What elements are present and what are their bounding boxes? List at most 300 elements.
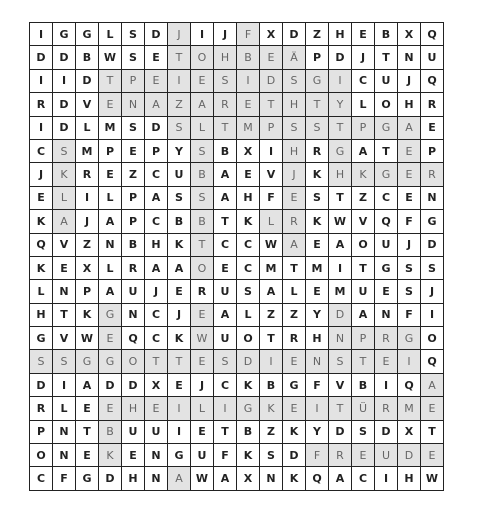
grid-cell[interactable]: K [76,303,99,326]
grid-cell[interactable]: X [260,23,283,46]
grid-cell[interactable]: K [30,256,53,279]
grid-cell[interactable]: I [237,69,260,92]
grid-cell[interactable]: E [191,303,214,326]
grid-cell[interactable]: Q [421,69,444,92]
grid-cell[interactable]: E [260,46,283,69]
grid-cell[interactable]: T [145,350,168,373]
grid-cell[interactable]: O [122,350,145,373]
grid-cell[interactable]: J [191,373,214,396]
grid-cell[interactable]: I [30,23,53,46]
grid-cell[interactable]: J [76,210,99,233]
grid-cell[interactable]: K [99,444,122,467]
grid-cell[interactable]: Q [122,327,145,350]
grid-cell[interactable]: M [237,116,260,139]
grid-cell[interactable]: I [191,23,214,46]
grid-cell[interactable]: D [122,373,145,396]
grid-cell[interactable]: T [214,116,237,139]
grid-cell[interactable]: L [53,397,76,420]
grid-cell[interactable]: F [260,186,283,209]
grid-cell[interactable]: E [375,350,398,373]
grid-cell[interactable]: E [191,69,214,92]
grid-cell[interactable]: D [283,23,306,46]
grid-cell[interactable]: N [53,444,76,467]
grid-cell[interactable]: T [329,186,352,209]
grid-cell[interactable]: A [99,210,122,233]
grid-cell[interactable]: S [53,350,76,373]
grid-cell[interactable]: G [76,23,99,46]
grid-cell[interactable]: G [237,397,260,420]
grid-cell[interactable]: G [283,373,306,396]
grid-cell[interactable]: U [214,327,237,350]
grid-cell[interactable]: O [421,327,444,350]
grid-cell[interactable]: T [375,139,398,162]
grid-cell[interactable]: Z [76,233,99,256]
grid-cell[interactable]: K [168,327,191,350]
grid-cell[interactable]: D [145,23,168,46]
grid-cell[interactable]: X [145,373,168,396]
grid-cell[interactable]: D [329,303,352,326]
grid-cell[interactable]: A [145,93,168,116]
grid-cell[interactable]: P [122,210,145,233]
grid-cell[interactable]: O [237,327,260,350]
grid-cell[interactable]: Q [375,210,398,233]
grid-cell[interactable]: T [329,116,352,139]
grid-cell[interactable]: S [237,280,260,303]
grid-cell[interactable]: P [260,116,283,139]
grid-cell[interactable]: S [260,444,283,467]
grid-cell[interactable]: J [30,163,53,186]
grid-cell[interactable]: R [122,256,145,279]
grid-cell[interactable]: D [30,373,53,396]
grid-cell[interactable]: A [329,233,352,256]
grid-cell[interactable]: L [260,210,283,233]
grid-cell[interactable]: L [53,186,76,209]
grid-cell[interactable]: O [352,233,375,256]
grid-cell[interactable]: T [421,420,444,443]
grid-cell[interactable]: E [283,397,306,420]
grid-cell[interactable]: L [283,280,306,303]
grid-cell[interactable]: H [329,163,352,186]
grid-cell[interactable]: G [329,139,352,162]
grid-cell[interactable]: M [329,280,352,303]
grid-cell[interactable]: H [306,327,329,350]
grid-cell[interactable]: K [237,444,260,467]
grid-cell[interactable]: D [53,93,76,116]
grid-cell[interactable]: S [168,186,191,209]
grid-cell[interactable]: E [122,139,145,162]
grid-cell[interactable]: E [306,280,329,303]
grid-cell[interactable]: B [375,23,398,46]
grid-cell[interactable]: C [237,233,260,256]
grid-cell[interactable]: U [168,163,191,186]
grid-cell[interactable]: E [76,397,99,420]
grid-cell[interactable]: I [168,420,191,443]
grid-cell[interactable]: S [306,116,329,139]
grid-cell[interactable]: T [375,46,398,69]
grid-cell[interactable]: H [283,93,306,116]
grid-cell[interactable]: G [168,444,191,467]
grid-cell[interactable]: A [398,116,421,139]
grid-cell[interactable]: N [122,93,145,116]
grid-cell[interactable]: J [145,280,168,303]
grid-cell[interactable]: B [214,139,237,162]
grid-cell[interactable]: E [398,163,421,186]
grid-cell[interactable]: A [260,280,283,303]
grid-cell[interactable]: C [214,373,237,396]
grid-cell[interactable]: Y [306,303,329,326]
grid-cell[interactable]: J [283,163,306,186]
grid-cell[interactable]: B [168,210,191,233]
grid-cell[interactable]: B [352,373,375,396]
grid-cell[interactable]: U [122,420,145,443]
grid-cell[interactable]: D [260,69,283,92]
grid-cell[interactable]: I [375,467,398,490]
grid-cell[interactable]: I [214,397,237,420]
grid-cell[interactable]: V [329,373,352,396]
grid-cell[interactable]: Q [398,373,421,396]
grid-cell[interactable]: E [283,186,306,209]
grid-cell[interactable]: T [329,397,352,420]
grid-cell[interactable]: D [53,46,76,69]
grid-cell[interactable]: B [76,46,99,69]
grid-cell[interactable]: E [30,186,53,209]
grid-cell[interactable]: A [352,139,375,162]
grid-cell[interactable]: S [398,280,421,303]
grid-cell[interactable]: F [237,23,260,46]
grid-cell[interactable]: N [375,303,398,326]
grid-cell[interactable]: S [329,350,352,373]
grid-cell[interactable]: S [283,69,306,92]
grid-cell[interactable]: V [352,210,375,233]
grid-cell[interactable]: H [30,303,53,326]
grid-cell[interactable]: A [168,467,191,490]
grid-cell[interactable]: H [214,46,237,69]
grid-cell[interactable]: N [260,467,283,490]
grid-cell[interactable]: B [191,210,214,233]
grid-cell[interactable]: P [145,139,168,162]
grid-cell[interactable]: D [329,46,352,69]
grid-cell[interactable]: S [306,186,329,209]
grid-cell[interactable]: J [352,46,375,69]
grid-cell[interactable]: G [398,327,421,350]
grid-cell[interactable]: A [53,210,76,233]
grid-cell[interactable]: A [352,303,375,326]
grid-cell[interactable]: E [398,186,421,209]
grid-cell[interactable]: Z [260,420,283,443]
grid-cell[interactable]: E [145,46,168,69]
grid-cell[interactable]: N [145,444,168,467]
grid-cell[interactable]: T [76,420,99,443]
grid-cell[interactable]: X [398,420,421,443]
grid-cell[interactable]: R [306,139,329,162]
grid-cell[interactable]: E [168,280,191,303]
grid-cell[interactable]: C [352,467,375,490]
grid-cell[interactable]: O [191,256,214,279]
grid-cell[interactable]: P [30,420,53,443]
grid-cell[interactable]: U [375,444,398,467]
grid-cell[interactable]: N [122,303,145,326]
grid-cell[interactable]: E [168,373,191,396]
grid-cell[interactable]: K [168,233,191,256]
grid-cell[interactable]: A [421,373,444,396]
grid-cell[interactable]: A [76,373,99,396]
grid-cell[interactable]: M [306,256,329,279]
grid-cell[interactable]: Z [352,186,375,209]
grid-cell[interactable]: R [283,210,306,233]
grid-cell[interactable]: I [398,350,421,373]
grid-cell[interactable]: Z [122,163,145,186]
grid-cell[interactable]: R [421,163,444,186]
grid-cell[interactable]: W [76,327,99,350]
grid-cell[interactable]: J [421,280,444,303]
grid-cell[interactable]: X [237,467,260,490]
grid-cell[interactable]: A [214,303,237,326]
grid-cell[interactable]: L [99,23,122,46]
grid-cell[interactable]: I [30,69,53,92]
grid-cell[interactable]: L [191,397,214,420]
grid-cell[interactable]: G [30,327,53,350]
grid-cell[interactable]: T [214,210,237,233]
grid-cell[interactable]: K [352,163,375,186]
grid-cell[interactable]: D [30,46,53,69]
grid-cell[interactable]: C [375,186,398,209]
grid-cell[interactable]: R [30,397,53,420]
grid-cell[interactable]: N [398,46,421,69]
grid-cell[interactable]: S [421,256,444,279]
grid-cell[interactable]: E [375,280,398,303]
grid-cell[interactable]: C [145,327,168,350]
grid-cell[interactable]: R [375,397,398,420]
grid-cell[interactable]: R [214,93,237,116]
grid-cell[interactable]: H [145,233,168,256]
grid-cell[interactable]: I [329,69,352,92]
grid-cell[interactable]: P [76,280,99,303]
grid-cell[interactable]: E [191,420,214,443]
grid-cell[interactable]: K [30,210,53,233]
grid-cell[interactable]: C [145,210,168,233]
grid-cell[interactable]: H [122,467,145,490]
grid-cell[interactable]: S [283,116,306,139]
grid-cell[interactable]: P [306,46,329,69]
grid-cell[interactable]: S [53,139,76,162]
grid-cell[interactable]: H [237,186,260,209]
grid-cell[interactable]: Q [30,233,53,256]
grid-cell[interactable]: G [99,303,122,326]
grid-cell[interactable]: A [145,186,168,209]
grid-cell[interactable]: T [191,233,214,256]
grid-cell[interactable]: Q [306,467,329,490]
grid-cell[interactable]: T [168,46,191,69]
grid-cell[interactable]: Z [306,23,329,46]
grid-cell[interactable]: B [260,373,283,396]
grid-cell[interactable]: R [76,163,99,186]
grid-cell[interactable]: E [99,93,122,116]
grid-cell[interactable]: L [191,116,214,139]
grid-cell[interactable]: W [421,467,444,490]
grid-cell[interactable]: E [145,69,168,92]
grid-cell[interactable]: E [191,350,214,373]
grid-cell[interactable]: I [53,373,76,396]
grid-cell[interactable]: B [99,420,122,443]
grid-cell[interactable]: Ü [352,397,375,420]
grid-cell[interactable]: S [352,420,375,443]
grid-cell[interactable]: F [398,210,421,233]
grid-cell[interactable]: C [145,303,168,326]
grid-cell[interactable]: P [352,116,375,139]
grid-cell[interactable]: I [329,256,352,279]
grid-cell[interactable]: G [76,350,99,373]
grid-cell[interactable]: C [214,233,237,256]
grid-cell[interactable]: X [398,23,421,46]
grid-cell[interactable]: V [76,93,99,116]
grid-cell[interactable]: F [53,467,76,490]
grid-cell[interactable]: V [260,163,283,186]
grid-cell[interactable]: S [191,186,214,209]
grid-cell[interactable]: H [329,23,352,46]
grid-cell[interactable]: W [99,46,122,69]
grid-cell[interactable]: N [329,327,352,350]
grid-cell[interactable]: A [214,186,237,209]
grid-cell[interactable]: Q [421,23,444,46]
grid-cell[interactable]: F [306,373,329,396]
grid-cell[interactable]: X [76,256,99,279]
grid-cell[interactable]: Ä [283,46,306,69]
grid-cell[interactable]: L [352,93,375,116]
grid-cell[interactable]: T [352,256,375,279]
grid-cell[interactable]: P [122,186,145,209]
grid-cell[interactable]: D [375,420,398,443]
grid-cell[interactable]: S [122,23,145,46]
grid-cell[interactable]: N [53,420,76,443]
grid-cell[interactable]: N [53,280,76,303]
grid-cell[interactable]: E [237,163,260,186]
grid-cell[interactable]: S [122,116,145,139]
grid-cell[interactable]: J [168,23,191,46]
grid-cell[interactable]: B [191,163,214,186]
grid-cell[interactable]: L [237,303,260,326]
grid-cell[interactable]: K [306,163,329,186]
grid-cell[interactable]: U [191,444,214,467]
grid-cell[interactable]: T [260,93,283,116]
grid-cell[interactable]: N [421,186,444,209]
grid-cell[interactable]: D [99,373,122,396]
grid-cell[interactable]: E [99,163,122,186]
grid-cell[interactable]: U [214,280,237,303]
grid-cell[interactable]: D [283,444,306,467]
grid-cell[interactable]: B [122,233,145,256]
grid-cell[interactable]: B [237,46,260,69]
grid-cell[interactable]: J [214,23,237,46]
grid-cell[interactable]: P [352,327,375,350]
grid-cell[interactable]: R [191,280,214,303]
grid-cell[interactable]: H [283,139,306,162]
grid-cell[interactable]: D [398,444,421,467]
grid-cell[interactable]: F [306,444,329,467]
grid-cell[interactable]: S [398,256,421,279]
grid-cell[interactable]: E [145,397,168,420]
grid-cell[interactable]: R [375,327,398,350]
grid-cell[interactable]: T [352,350,375,373]
grid-cell[interactable]: U [375,69,398,92]
grid-cell[interactable]: D [53,116,76,139]
grid-cell[interactable]: D [421,233,444,256]
grid-cell[interactable]: D [145,116,168,139]
grid-cell[interactable]: I [306,397,329,420]
grid-cell[interactable]: C [30,139,53,162]
grid-cell[interactable]: A [145,256,168,279]
grid-cell[interactable]: J [398,233,421,256]
grid-cell[interactable]: U [122,280,145,303]
grid-cell[interactable]: T [214,420,237,443]
grid-cell[interactable]: T [260,327,283,350]
grid-cell[interactable]: I [76,186,99,209]
grid-cell[interactable]: D [99,467,122,490]
grid-cell[interactable]: G [375,256,398,279]
grid-cell[interactable]: P [99,139,122,162]
grid-cell[interactable]: W [191,467,214,490]
grid-cell[interactable]: L [30,280,53,303]
grid-cell[interactable]: I [375,373,398,396]
grid-cell[interactable]: C [237,256,260,279]
grid-cell[interactable]: T [99,69,122,92]
grid-cell[interactable]: V [53,327,76,350]
grid-cell[interactable]: G [76,467,99,490]
grid-cell[interactable]: C [352,69,375,92]
grid-cell[interactable]: S [214,69,237,92]
grid-cell[interactable]: Y [168,139,191,162]
grid-cell[interactable]: H [398,467,421,490]
grid-cell[interactable]: K [53,163,76,186]
grid-cell[interactable]: L [76,116,99,139]
grid-cell[interactable]: E [122,444,145,467]
grid-cell[interactable]: A [214,467,237,490]
grid-cell[interactable]: M [76,139,99,162]
grid-cell[interactable]: K [260,397,283,420]
grid-cell[interactable]: G [99,350,122,373]
grid-cell[interactable]: S [122,46,145,69]
grid-cell[interactable]: I [30,116,53,139]
grid-cell[interactable]: V [53,233,76,256]
grid-cell[interactable]: M [398,397,421,420]
grid-cell[interactable]: G [53,23,76,46]
grid-cell[interactable]: A [99,280,122,303]
grid-cell[interactable]: A [191,93,214,116]
grid-cell[interactable]: K [283,420,306,443]
grid-cell[interactable]: E [421,116,444,139]
grid-cell[interactable]: W [191,327,214,350]
grid-cell[interactable]: F [214,444,237,467]
grid-cell[interactable]: H [398,93,421,116]
grid-cell[interactable]: T [306,93,329,116]
grid-cell[interactable]: A [168,256,191,279]
grid-cell[interactable]: T [283,256,306,279]
grid-cell[interactable]: U [375,233,398,256]
grid-cell[interactable]: I [260,139,283,162]
grid-cell[interactable]: Z [168,93,191,116]
grid-cell[interactable]: L [99,256,122,279]
grid-cell[interactable]: E [306,233,329,256]
grid-cell[interactable]: Y [329,93,352,116]
grid-cell[interactable]: E [421,444,444,467]
grid-cell[interactable]: S [191,139,214,162]
grid-cell[interactable]: R [421,93,444,116]
grid-cell[interactable]: R [30,93,53,116]
grid-cell[interactable]: M [99,116,122,139]
grid-cell[interactable]: J [398,69,421,92]
grid-cell[interactable]: E [352,444,375,467]
grid-cell[interactable]: A [283,233,306,256]
grid-cell[interactable]: E [283,350,306,373]
